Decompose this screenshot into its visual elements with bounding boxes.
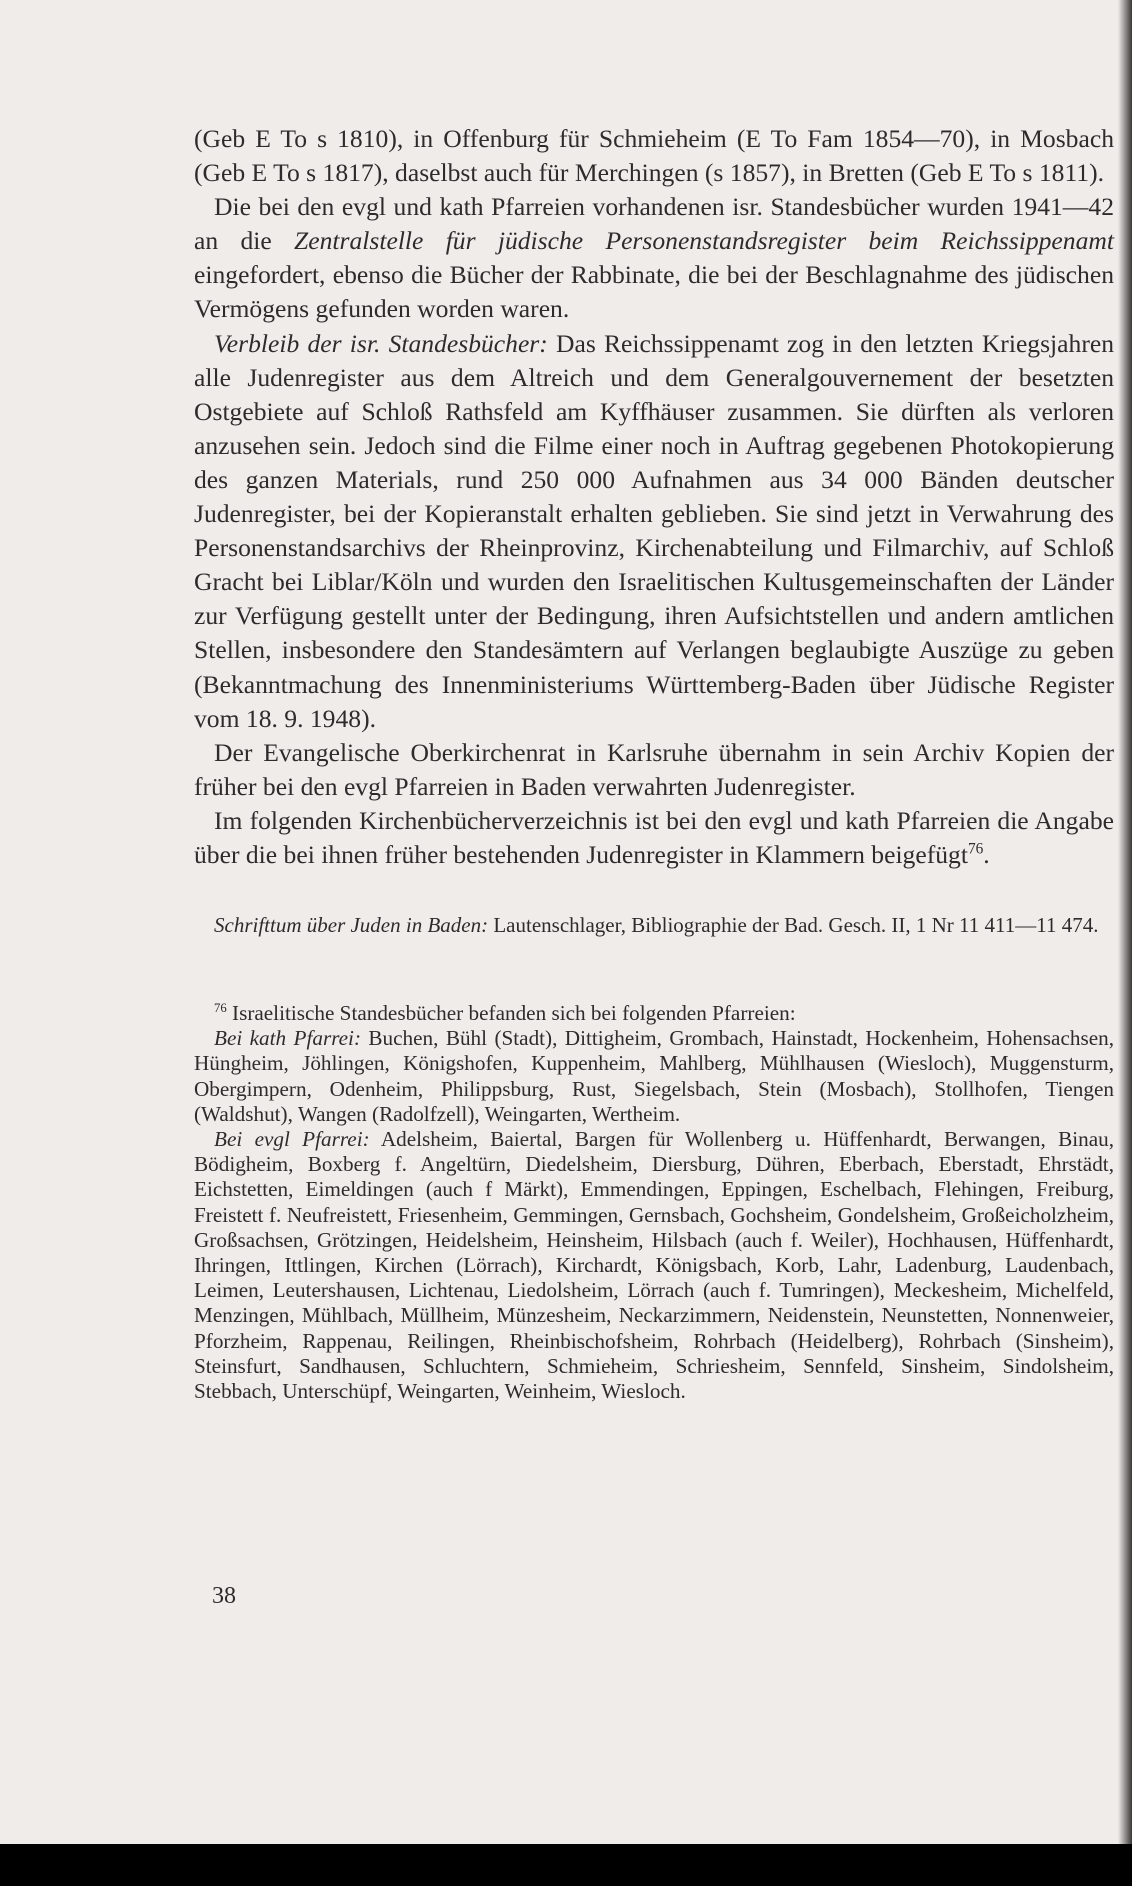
institution-name: Zentralstelle für jüdische Personenstandsregister beim Reichssippenamt [294, 226, 1114, 256]
footnote [194, 1001, 1114, 1404]
paragraph-2: Die bei den evgl und kath Pfarreien vorhandenen isr. Standesbücher wurden 1941—42 an die Zentralstelle für jüdische Personenstandsregister beim Reichssippenamt eingefordert, ebenso die Bücher der Rabbinate, die bei der Beschlagnahme des jüdischen Vermögens gefunden worden waren. [194, 192, 1114, 324]
literature-reference [194, 912, 1114, 938]
footnote-reference: 76 [967, 840, 984, 858]
footnote-intro: $^{76}$ Israelitische Standesbücher befanden sich bei folgenden Pfarreien: [214, 1000, 796, 1025]
paragraph-4: Der Evangelische Oberkirchenrat in Karlsruhe übernahm in sein Archiv Kopien der früher bei den evgl Pfarreien in Baden verwahrten Judenregister. [194, 737, 1114, 801]
footnote-evgl-list: Bei evgl Pfarrei: Adelsheim, Baiertal, Bargen für Wollenberg u. Hüffenhardt, Berwangen, Binau, Bödigheim, Boxberg f. Angeltürn, Diedelsheim, Diersburg, Dühren, Eberbach, Eberstadt, Ehrstädt, Eichstetten, Eimeldingen (auch f Märkt), Emmendingen, Eppingen, Eschelbach, Flehingen, Freiburg, Freistett f. Neufreistett, Friesenheim, Gemmingen, Gernsbach, Gochsheim, Gondelsheim, Großeicholzheim, Großsachsen, Grötzingen, Heidelsheim, Heinsheim, Hilsbach (auch f. Weiler), Hochhausen, Hüffenhardt, Ihringen, Ittlingen, Kirchen (Lörrach), Kirchardt, Königsbach, Korb, Lahr, Ladenburg, Laudenbach, Leimen, Leutershausen, Lichtenau, Liedolsheim, Lörrach (auch f. Tumringen), Meckesheim, Michelfeld, Menzingen, Mühlbach, Müllheim, Münzesheim, Neckarzimmern, Neidenstein, Neunstetten, Nonnenweier, Pforzheim, Rappenau, Reilingen, Rheinbischofsheim, Rohrbach (Heidelberg), Rohrbach (Sinsheim), Steinsfurt, Sandhausen, Schluchtern, Schmieheim, Schriesheim, Sennfeld, Sinsheim, Sindolsheim, Stebbach, Unterschüpf, Weingarten, Weinheim, Wiesloch. [194, 1127, 1114, 1404]
scan-edge-shadow [1118, 0, 1132, 1844]
footnote-number: 76 [214, 1000, 227, 1015]
footnote-kath-list: Bei kath Pfarrei: Buchen, Bühl (Stadt), Dittigheim, Grombach, Hainstadt, Hockenheim, Hohensachsen, Hüngheim, Jöhlingen, Königshofen, Kuppenheim, Mahlberg, Mühlhausen (Wiesloch), Muggensturm, Obergimpern, Odenheim, Philippsburg, Rust, Siegelsbach, Stein (Mosbach), Stollhofen, Tiengen (Waldshut), Wangen (Radolfzell), Weingarten, Wertheim. [194, 1026, 1114, 1126]
section-lead: Verbleib der isr. Standesbücher: [214, 328, 548, 358]
literature-label: Schrifttum über Juden in Baden: [214, 913, 489, 937]
paragraph-5: Im folgenden Kirchenbücherverzeichnis ist bei den evgl und kath Pfarreien die Angabe über die bei ihnen früher bestehenden Judenregister in Klammern beigefügt$^{76}$. [194, 805, 1114, 869]
paragraph-1: (Geb E To s 1810), in Offenburg für Schmieheim (E To Fam 1854—70), in Mosbach (Geb E To s 1817), daselbst auch für Merchingen (s 1857), in Bretten (Geb E To s 1811). [194, 124, 1114, 188]
paragraph-3: Verbleib der isr. Standesbücher: Das Reichssippenamt zog in den letzten Kriegsjahren alle Judenregister aus dem Altreich und dem Generalgouvernement der besetzten Ostgebiete auf Schloß Rathsfeld am Kyffhäuser zusammen. Sie dürften als verloren anzusehen sein. Jedoch sind die Filme einer noch in Auftrag gegebenen Photokopierung des ganzen Materials, rund 250 000 Aufnahmen aus 34 000 Bänden deutscher Judenregister, bei der Kopieranstalt erhalten geblieben. Sie sind jetzt in Verwahrung des Personenstandsarchivs der Rheinprovinz, Kirchenabteilung und Filmarchiv, auf Schloß Gracht bei Liblar/Köln und wurden den Israelitischen Kultusgemeinschaften der Länder zur Verfügung gestellt unter der Bedingung, ihren Aufsichtstellen und andern amtlichen Stellen, insbesondere den Standesämtern auf Verlangen beglaubigte Auszüge zu geben (Bekanntmachung des Innenministeriums Württemberg-Baden über Jüdische Register vom 18. 9. 1948). [194, 328, 1115, 733]
page-number: 38 [212, 1583, 236, 1609]
body-text [194, 122, 1114, 872]
literature-text: Lautenschlager, Bibliographie der Bad. Gesch. II, 1 Nr 11 411—11 474. [488, 913, 1099, 937]
